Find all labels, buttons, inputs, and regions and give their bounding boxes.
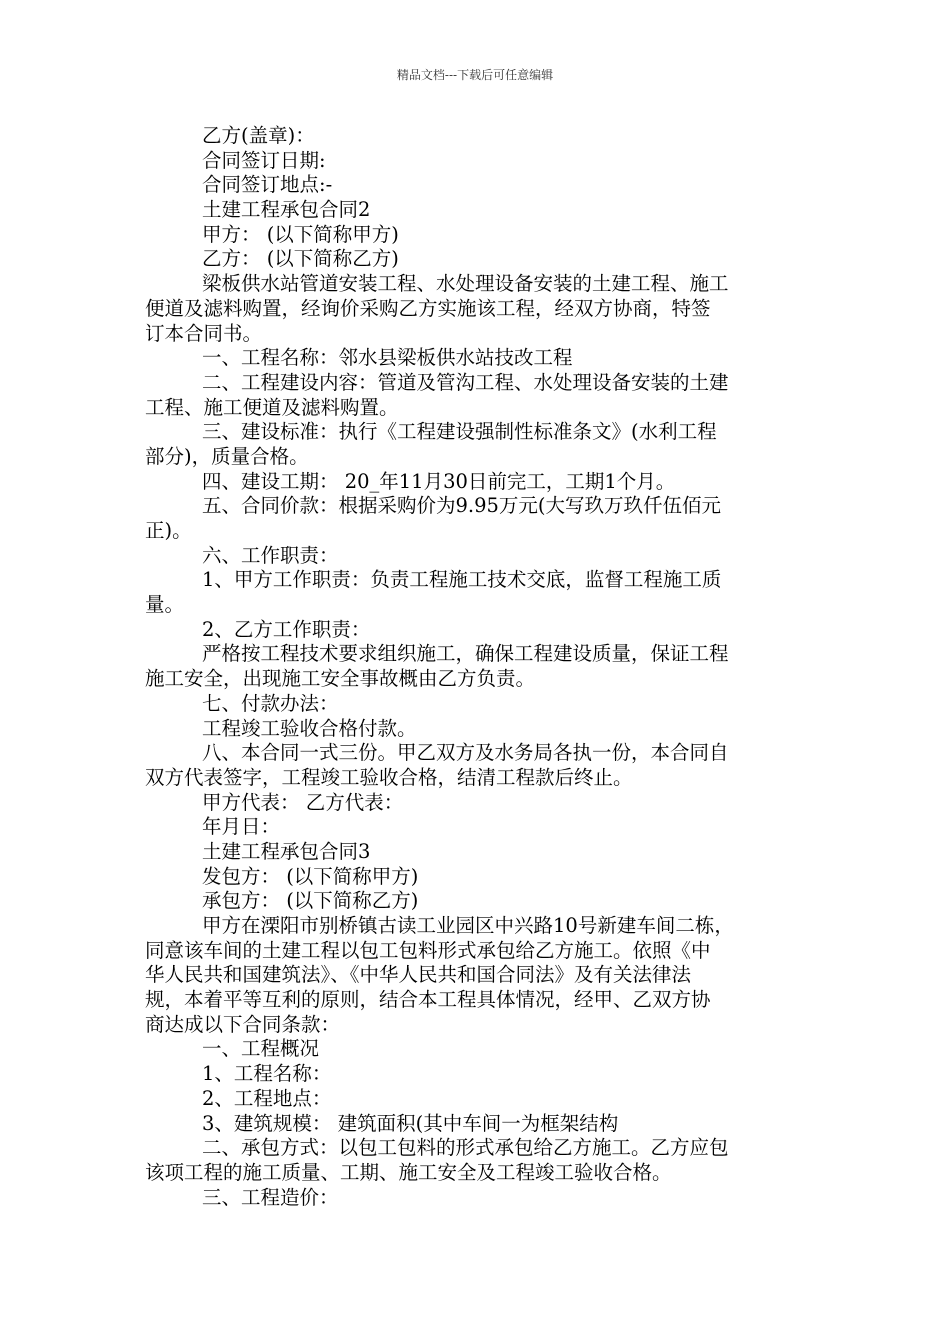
document-body — [145, 124, 810, 1210]
text-line: 1、工程名称： — [202, 1062, 332, 1086]
text-line: 年月日： — [202, 815, 281, 839]
text-line: 3、建筑规模： 建筑面积(其中车间一为框架结构 — [202, 1111, 619, 1135]
text-line: 施工安全，出现施工安全事故概由乙方负责。 — [145, 667, 536, 691]
text-line: 八、本合同一式三份。甲乙双方及水务局各执一份，本合同自 — [202, 741, 729, 765]
text-line: 严格按工程技术要求组织施工，确保工程建设质量，保证工程 — [202, 642, 729, 666]
text-line: 甲方在溧阳市别桥镇古读工业园区中兴路10号新建车间二栋， — [202, 914, 734, 937]
text-line: 五、合同价款：根据采购价为9.95万元(大写玖万玖仟伍佰元 — [202, 494, 722, 518]
text-line: 双方代表签字，工程竣工验收合格，结清工程款后终止。 — [145, 765, 633, 789]
text-line: 正)。 — [145, 519, 192, 542]
text-line: 工程竣工验收合格付款。 — [202, 716, 417, 740]
text-line: 华人民共和国建筑法》、《中华人民共和国合同法》及有关法律法 — [145, 963, 692, 987]
text-line: 2、工程地点： — [202, 1086, 332, 1110]
text-line: 部分)，质量合格。 — [145, 444, 309, 468]
text-line: 该项工程的施工质量、工期、施工安全及工程竣工验收合格。 — [145, 1160, 672, 1184]
text-line: 订本合同书。 — [145, 321, 263, 345]
text-line: 二、承包方式：以包工包料的形式承包给乙方施工。乙方应包 — [202, 1136, 729, 1160]
text-line: 甲方： (以下简称甲方) — [202, 222, 399, 246]
text-line: 规，本着平等互利的原则，结合本工程具体情况，经甲、乙双方协 — [145, 988, 711, 1012]
text-line: 2、乙方工作职责： — [202, 617, 371, 641]
text-line: 1、甲方工作职责：负责工程施工技术交底，监督工程施工质 — [202, 568, 722, 592]
text-line: 六、工作职责： — [202, 543, 339, 567]
text-line: 便道及滤料购置，经询价采购乙方实施该工程，经双方协商，特签 — [145, 296, 711, 320]
text-line: 七、付款办法： — [202, 691, 339, 715]
text-line: 合同签订地点:- — [202, 173, 333, 197]
text-line: 量。 — [145, 593, 185, 617]
text-line: 四、建设工期： 20_年11月30日前完工，工期1个月。 — [202, 469, 676, 493]
text-line: 甲方代表： 乙方代表： — [202, 790, 404, 814]
text-line: 梁板供水站管道安装工程、水处理设备安装的土建工程、施工 — [202, 272, 729, 296]
text-line: 发包方： (以下简称甲方) — [202, 864, 419, 888]
text-line: 土建工程承包合同2 — [202, 198, 371, 222]
text-line: 乙方(盖章)： — [202, 124, 315, 147]
text-line: 一、工程名称：邻水县梁板供水站技改工程 — [202, 346, 573, 370]
text-line: 乙方： (以下简称乙方) — [202, 247, 399, 271]
text-line: 二、工程建设内容：管道及管沟工程、水处理设备安装的土建 — [202, 370, 729, 394]
text-line: 合同签订日期: — [202, 148, 326, 172]
text-line: 三、工程造价： — [202, 1185, 339, 1209]
page-header: 精品文档---下载后可任意编辑 — [396, 68, 554, 82]
text-line: 三、建设标准：执行《工程建设强制性标准条文》(水利工程 — [202, 420, 717, 444]
text-line: 一、工程概况 — [202, 1037, 320, 1061]
text-line: 商达成以下合同条款： — [145, 1012, 341, 1036]
text-line: 同意该车间的土建工程以包工包料形式承包给乙方施工。依照《中 — [145, 938, 711, 962]
text-line: 土建工程承包合同3 — [202, 839, 371, 863]
text-line: 工程、施工便道及滤料购置。 — [145, 395, 399, 419]
text-line: 承包方： (以下简称乙方) — [202, 889, 419, 913]
